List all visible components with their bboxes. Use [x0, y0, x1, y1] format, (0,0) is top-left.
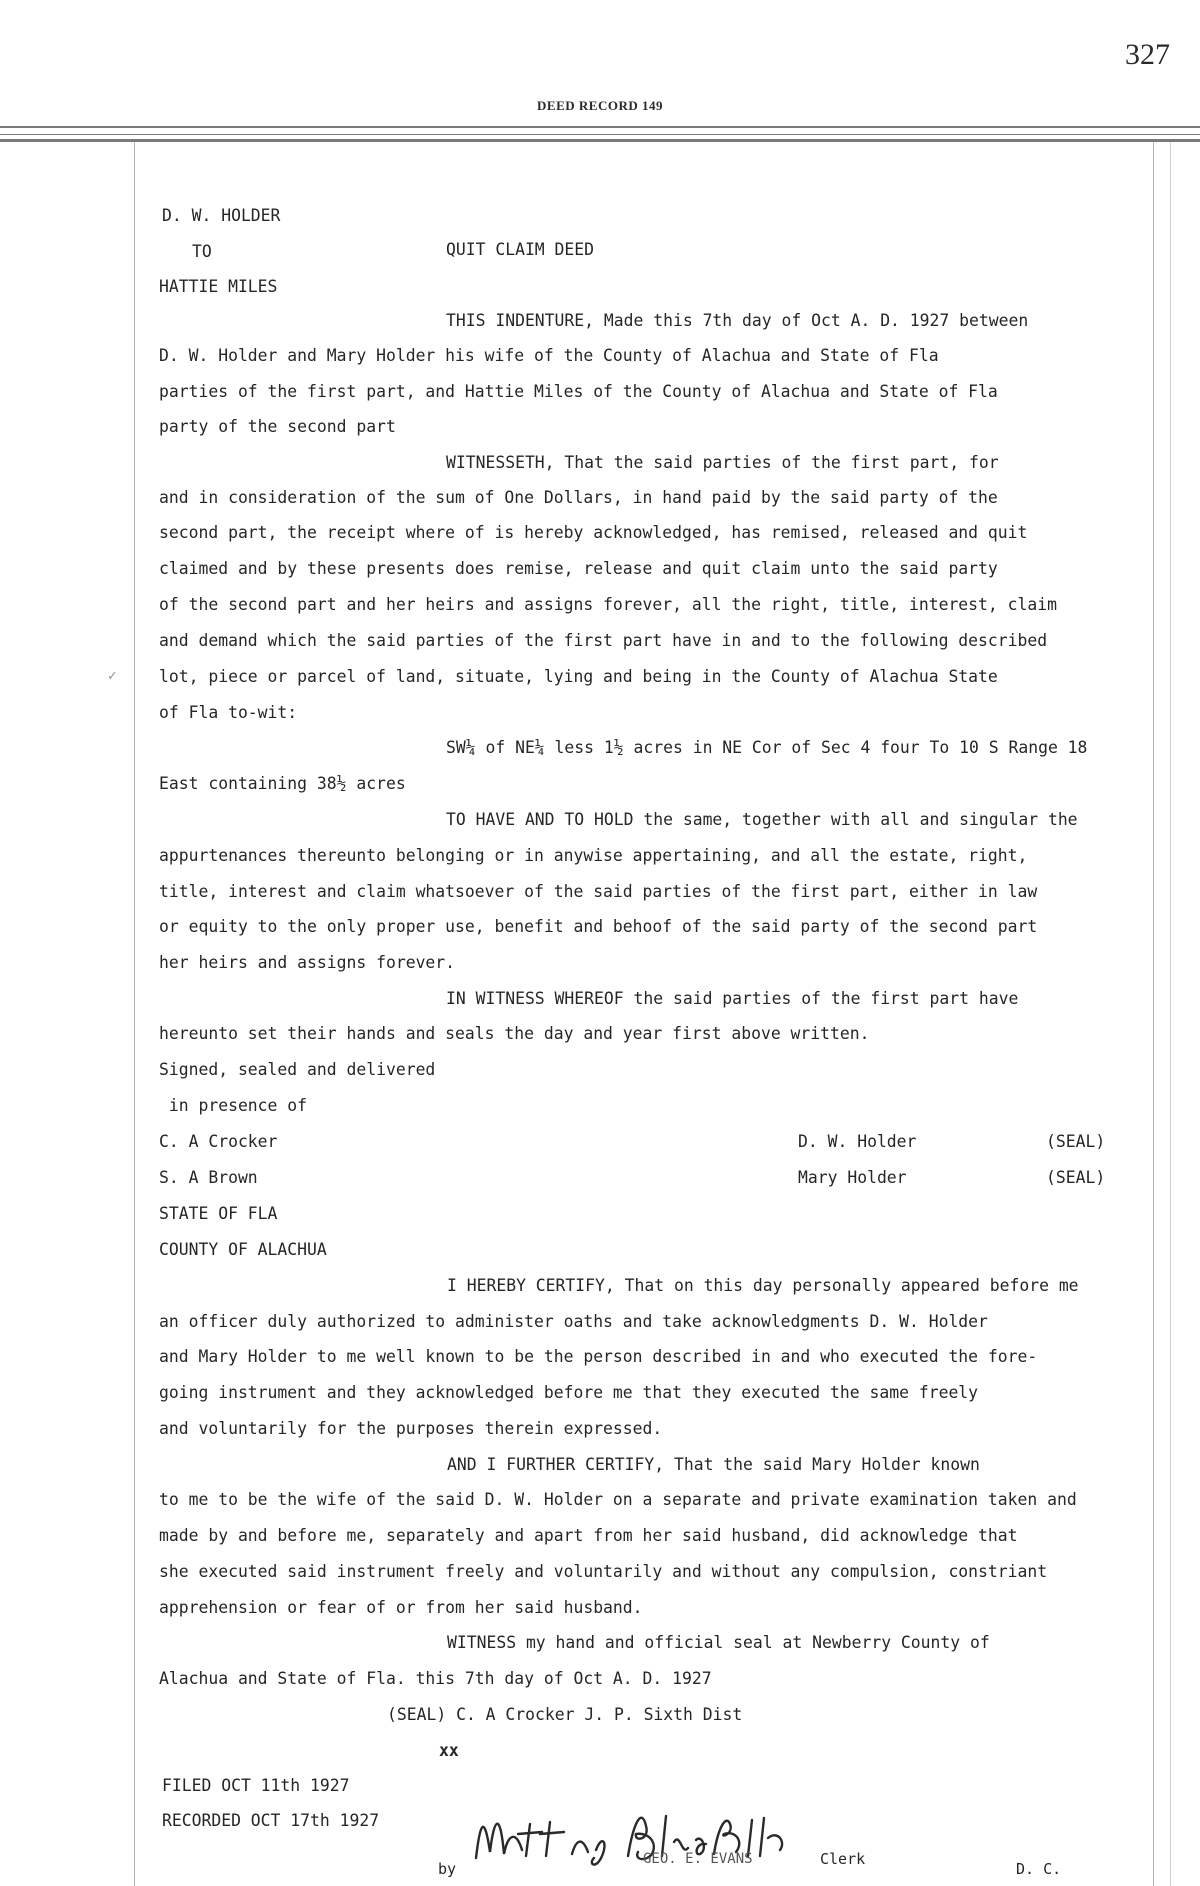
land-description: East containing 38½ acres [159, 774, 406, 793]
to-label: TO [192, 242, 212, 261]
certificate-line: AND I FURTHER CERTIFY, That the said Mary Holder known [447, 1455, 980, 1474]
header-rule [0, 134, 1200, 135]
certificate-line: Alachua and State of Fla. this 7th day of Oct A. D. 1927 [159, 1669, 712, 1688]
body-line: WITNESSETH, That the said parties of the first part, for [446, 453, 999, 472]
certificate-line: made by and before me, separately and apart from her said husband, did acknowledge that [159, 1526, 1018, 1545]
certificate-line: and voluntarily for the purposes therein expressed. [159, 1419, 663, 1438]
header-rule [0, 139, 1200, 142]
body-line: D. W. Holder and Mary Holder his wife of the County of Alachua and State of Fla [159, 346, 939, 365]
mark-xx: xx [439, 1741, 459, 1760]
page-header: DEED RECORD 149 [537, 98, 663, 113]
body-line: party of the second part [159, 417, 396, 436]
document-type: QUIT CLAIM DEED [446, 240, 595, 259]
grantee-name: HATTIE MILES [159, 277, 278, 296]
certificate-line: she executed said instrument freely and voluntarily and without any compulsion, constriant [159, 1562, 1048, 1581]
body-line: hereunto set their hands and seals the day and year first above written. [159, 1024, 870, 1043]
signer-name: D. W. Holder [798, 1132, 917, 1151]
margin-check-mark: ✓ [108, 668, 117, 684]
by-label: by [438, 1860, 457, 1878]
body-line: title, interest and claim whatsoever of the said parties of the first part, either in law [159, 882, 1038, 901]
filed-date: FILED OCT 11th 1927 [162, 1776, 350, 1795]
body-line: second part, the receipt where of is hereby acknowledged, has remised, released and quit [159, 523, 1028, 542]
body-line: lot, piece or parcel of land, situate, lying and being in the County of Alachua State [159, 667, 998, 686]
signer-name: Mary Holder [798, 1168, 907, 1187]
clerk-name-stamp: GEO. E. EVANS [643, 1851, 753, 1867]
body-line: THIS INDENTURE, Made this 7th day of Oct A. D. 1927 between [446, 311, 1029, 330]
body-line: appurtenances thereunto belonging or in anywise appertaining, and all the estate, right, [159, 846, 1028, 865]
page-border-left [134, 142, 135, 1886]
body-line: TO HAVE AND TO HOLD the same, together with all and singular the [446, 810, 1078, 829]
body-line: IN WITNESS WHEREOF the said parties of the first part have [446, 989, 1019, 1008]
witness-name: C. A Crocker [159, 1132, 278, 1151]
page-border-right [1153, 142, 1154, 1886]
certificate-line: going instrument and they acknowledged before me that they executed the same freely [159, 1383, 979, 1402]
page-number: 327 [1125, 38, 1170, 71]
body-line: of the second part and her heirs and assigns forever, all the right, title, interest, claim [159, 595, 1057, 614]
body-line: and in consideration of the sum of One Dollars, in hand paid by the said party of the [159, 488, 998, 507]
body-line: claimed and by these presents does remise, release and quit claim unto the said party [159, 559, 998, 578]
witness-name: S. A Brown [159, 1168, 258, 1187]
recorded-date: RECORDED OCT 17th 1927 [162, 1811, 380, 1830]
clerk-label: Clerk [820, 1850, 866, 1868]
official-signature: (SEAL) C. A Crocker J. P. Sixth Dist [387, 1705, 743, 1724]
county-label: COUNTY OF ALACHUA [159, 1240, 327, 1259]
header-rule [0, 126, 1200, 128]
grantor-name: D. W. HOLDER [162, 206, 281, 225]
page-border-right-outer [1170, 142, 1171, 1886]
deputy-clerk-label: D. C. [1016, 1860, 1062, 1878]
certificate-line: I HEREBY CERTIFY, That on this day personally appeared before me [447, 1276, 1079, 1295]
certificate-line: WITNESS my hand and official seal at Newberry County of [447, 1633, 990, 1652]
body-line: Signed, sealed and delivered [159, 1060, 436, 1079]
certificate-line: apprehension or fear of or from her said husband. [159, 1598, 643, 1617]
body-line: and demand which the said parties of the first part have in and to the following described [159, 631, 1048, 650]
seal-label: (SEAL) [1046, 1132, 1106, 1151]
certificate-line: and Mary Holder to me well known to be the person described in and who executed the fore- [159, 1347, 1038, 1366]
body-line: or equity to the only proper use, benefit and behoof of the said party of the second part [159, 917, 1038, 936]
body-line: in presence of [159, 1096, 308, 1115]
body-line: her heirs and assigns forever. [159, 953, 456, 972]
state-label: STATE OF FLA [159, 1204, 278, 1223]
land-description: SW¼ of NE¼ less 1½ acres in NE Cor of Sec 4 four To 10 S Range 18 [446, 738, 1088, 757]
certificate-line: to me to be the wife of the said D. W. Holder on a separate and private examination taken and [159, 1490, 1077, 1509]
certificate-line: an officer duly authorized to administer oaths and take acknowledgments D. W. Holder [159, 1312, 988, 1331]
seal-label: (SEAL) [1046, 1168, 1106, 1187]
body-line: of Fla to-wit: [159, 703, 298, 722]
body-line: parties of the first part, and Hattie Miles of the County of Alachua and State of Fla [159, 382, 998, 401]
